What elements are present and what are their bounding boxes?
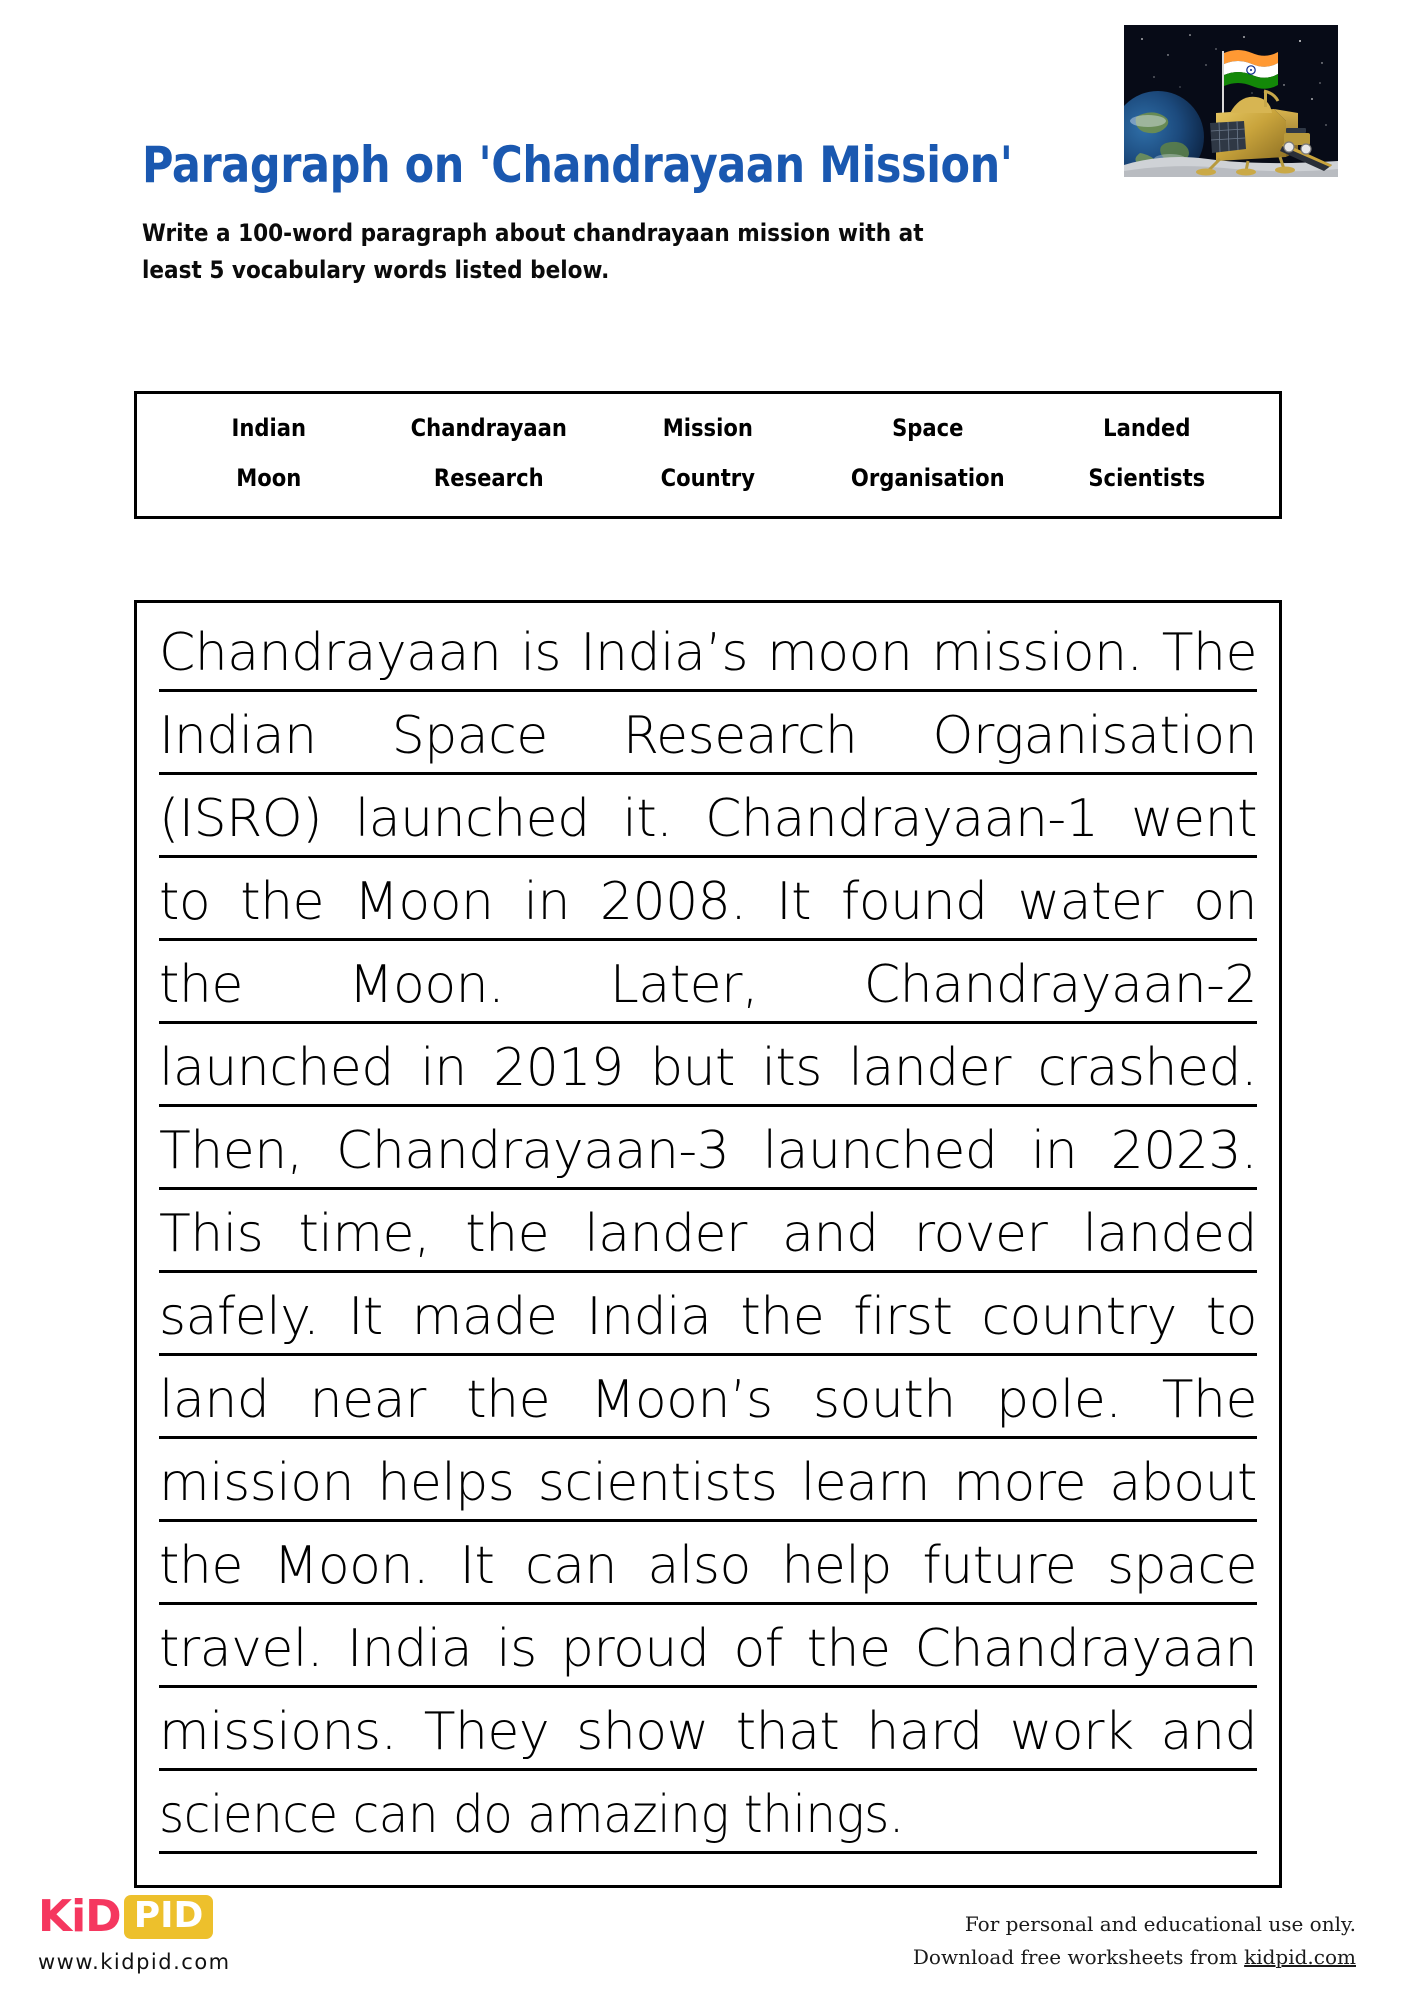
paragraph-word: south <box>812 1370 956 1430</box>
paragraph-word: This <box>159 1204 264 1264</box>
paragraph-word: Chandrayaan-1 <box>705 789 1099 849</box>
paragraph-line <box>159 1119 1257 1202</box>
paragraph-line-text <box>159 621 1257 685</box>
paragraph-word: mission <box>159 1453 355 1513</box>
paragraph-line <box>159 1202 1257 1285</box>
paragraph-line-text <box>159 1285 1257 1349</box>
paragraph-word: (ISRO) <box>159 789 322 849</box>
kidpid-logo[interactable] <box>38 1893 378 1974</box>
paragraph-line-text <box>159 1202 1257 1266</box>
paragraph-word: water <box>1017 872 1164 932</box>
paragraph-word: Chandrayaan <box>914 1619 1257 1679</box>
paragraph-word: to <box>1205 1287 1257 1347</box>
paragraph-word: can <box>524 1536 617 1596</box>
paragraph-line <box>159 1617 1257 1700</box>
paragraph-word: more <box>953 1453 1087 1513</box>
paragraph-word: the <box>465 1204 550 1264</box>
paragraph-word: India <box>346 1619 473 1679</box>
paragraph-line-text <box>159 787 1257 851</box>
paragraph-answer-box[interactable] <box>134 600 1282 1888</box>
vocabulary-word: Mission <box>662 414 754 442</box>
paragraph-word: and <box>1160 1702 1257 1762</box>
vocabulary-word: Organisation <box>850 464 1005 492</box>
paragraph-word: space <box>1106 1536 1257 1596</box>
lander-illustration <box>1124 25 1338 177</box>
paragraph-word: in <box>1030 1121 1078 1181</box>
paragraph-word: made <box>411 1287 558 1347</box>
paragraph-line <box>159 953 1257 1036</box>
paragraph-word: show <box>576 1702 709 1762</box>
paragraph-word: lander <box>848 1038 1012 1098</box>
paragraph-line-text <box>159 953 1257 1017</box>
paragraph-word: lander <box>584 1204 747 1264</box>
paragraph-word: India’s <box>580 623 748 683</box>
paragraph-line <box>159 1036 1257 1119</box>
paragraph-word: The <box>1161 623 1257 683</box>
paragraph-line-text <box>159 1534 1257 1598</box>
download-notice-text: Download free worksheets from <box>912 1945 1245 1969</box>
paragraph-word: Organisation <box>932 706 1257 766</box>
paragraph-word: 2008. <box>599 872 747 932</box>
paragraph-word: They <box>423 1702 550 1762</box>
paragraph-line-text <box>159 1700 1257 1764</box>
paragraph-word: The <box>1161 1370 1257 1430</box>
paragraph-word: went <box>1131 789 1257 849</box>
paragraph-word: the <box>159 955 243 1015</box>
paragraph-word: of <box>733 1619 783 1679</box>
paragraph-word: land <box>159 1370 270 1430</box>
paragraph-word: and <box>782 1204 879 1264</box>
logo-mark <box>38 1893 378 1941</box>
paragraph-line-text <box>159 1036 1257 1100</box>
paragraph-line <box>159 1534 1257 1617</box>
paragraph-word: the <box>740 1287 825 1347</box>
paragraph-word: proud <box>560 1619 710 1679</box>
paragraph-word: It <box>348 1287 383 1347</box>
paragraph-word: It <box>459 1536 495 1596</box>
paragraph-word: Later, <box>609 955 759 1015</box>
paragraph-word: It <box>776 872 812 932</box>
paragraph-line <box>159 621 1257 704</box>
paragraph-line-text <box>159 704 1257 768</box>
paragraph-word: pole. <box>996 1370 1122 1430</box>
logo-kid-text: KiD <box>38 1891 121 1942</box>
paragraph-word: its <box>761 1038 822 1098</box>
paragraph-word: on <box>1193 872 1257 932</box>
download-notice-line <box>913 1941 1356 1974</box>
paragraph-line-text <box>159 870 1257 934</box>
paragraph-line <box>159 870 1257 953</box>
paragraph-word: the <box>806 1619 891 1679</box>
paragraph-word: in <box>420 1038 467 1098</box>
paragraph-word: is <box>520 623 562 683</box>
paragraph-word: launched <box>159 1038 394 1098</box>
paragraph-word: also <box>647 1536 751 1596</box>
paragraph-word: Space <box>391 706 548 766</box>
vocabulary-word: Indian <box>231 414 307 442</box>
vocabulary-word: Research <box>433 464 544 492</box>
paragraph-word: work <box>1009 1702 1134 1762</box>
paragraph-line <box>159 787 1257 870</box>
paragraph-word: rover <box>913 1204 1048 1264</box>
paragraph-word: Moon’s <box>590 1370 773 1430</box>
vocabulary-word: Space <box>891 414 964 442</box>
paragraph-word: mission. <box>931 623 1143 683</box>
paragraph-word: time, <box>298 1204 430 1264</box>
vocabulary-row-1 <box>159 403 1257 453</box>
paragraph-line-text: science can do amazing things. <box>159 1785 904 1845</box>
paragraph-word: launched <box>762 1121 998 1181</box>
footer-notice <box>913 1908 1356 1974</box>
paragraph-word: Moon. <box>273 1536 429 1596</box>
paragraph-line-text <box>159 1617 1257 1681</box>
paragraph-word: to <box>159 872 211 932</box>
paragraph-word: first <box>853 1287 953 1347</box>
paragraph-word: Indian <box>159 706 317 766</box>
paragraph-word: Chandrayaan <box>159 623 502 683</box>
paragraph-word: launched <box>354 789 590 849</box>
paragraph-line <box>159 1700 1257 1783</box>
paragraph-line-text <box>159 1368 1257 1432</box>
paragraph-word: the <box>240 872 325 932</box>
paragraph-word: 2023. <box>1110 1121 1257 1181</box>
logo-pid-badge: PID <box>124 1895 214 1939</box>
paragraph-line <box>159 1368 1257 1451</box>
paragraph-word: missions. <box>159 1702 397 1762</box>
paragraph-word: helps <box>377 1453 515 1513</box>
vocabulary-word: Landed <box>1103 414 1191 442</box>
paragraph-line-text <box>159 1451 1257 1515</box>
paragraph-word: learn <box>800 1453 930 1513</box>
paragraph-word: safely. <box>159 1287 320 1347</box>
paragraph-word: Research <box>622 706 858 766</box>
paragraph-line <box>159 704 1257 787</box>
kidpid-link[interactable]: kidpid.com <box>1244 1945 1356 1969</box>
instructions-text: Write a 100-word paragraph about chandrayaan mission with at least 5 vocabulary words listed below. <box>142 219 924 285</box>
paragraph-word: near <box>309 1370 426 1430</box>
paragraph-word: Then, <box>159 1121 303 1181</box>
paragraph-word: it. <box>622 789 673 849</box>
paragraph-line <box>159 1783 1257 1866</box>
paragraph-word: Moon <box>354 872 494 932</box>
paragraph-word: in <box>523 872 570 932</box>
paragraph-word: the <box>159 1536 243 1596</box>
paragraph-word: travel. <box>159 1619 323 1679</box>
paragraph-word: Chandrayaan-2 <box>863 955 1257 1015</box>
paragraph-line-text <box>159 1119 1257 1183</box>
usage-notice-line: For personal and educational use only. <box>964 1912 1356 1936</box>
website-url: www.kidpid.com <box>38 1950 231 1974</box>
paragraph-word: India <box>586 1287 712 1347</box>
paragraph-line <box>159 1285 1257 1368</box>
paragraph-word: moon <box>767 623 913 683</box>
paragraph-word: landed <box>1082 1204 1257 1264</box>
paragraph-word: future <box>922 1536 1077 1596</box>
paragraph-word: that <box>735 1702 840 1762</box>
vocabulary-word: Scientists <box>1088 464 1206 492</box>
paragraph-word: country <box>981 1287 1177 1347</box>
vocabulary-word: Country <box>660 464 756 492</box>
paragraph-word: 2019 <box>493 1038 624 1098</box>
paragraph-word: help <box>781 1536 892 1596</box>
paragraph-word: about <box>1109 1453 1257 1513</box>
paragraph-line <box>159 1451 1257 1534</box>
paragraph-word: Chandrayaan-3 <box>336 1121 730 1181</box>
paragraph-word: is <box>496 1619 537 1679</box>
vocabulary-row-2 <box>159 453 1257 503</box>
paragraph-word: scientists <box>537 1453 778 1513</box>
paragraph-word: but <box>650 1038 735 1098</box>
paragraph-word: the <box>466 1370 551 1430</box>
chandrayaan-lander-image <box>1124 25 1338 177</box>
page-title: Paragraph on 'Chandrayaan Mission' <box>142 136 1013 194</box>
paragraph-word: found <box>841 872 988 932</box>
vocabulary-word: Chandrayaan <box>410 414 567 442</box>
paragraph-word: Moon. <box>348 955 505 1015</box>
vocabulary-word: Moon <box>236 464 302 492</box>
paragraph-word: hard <box>866 1702 983 1762</box>
paragraph-word: crashed. <box>1037 1038 1257 1098</box>
vocabulary-word-bank <box>134 391 1282 519</box>
